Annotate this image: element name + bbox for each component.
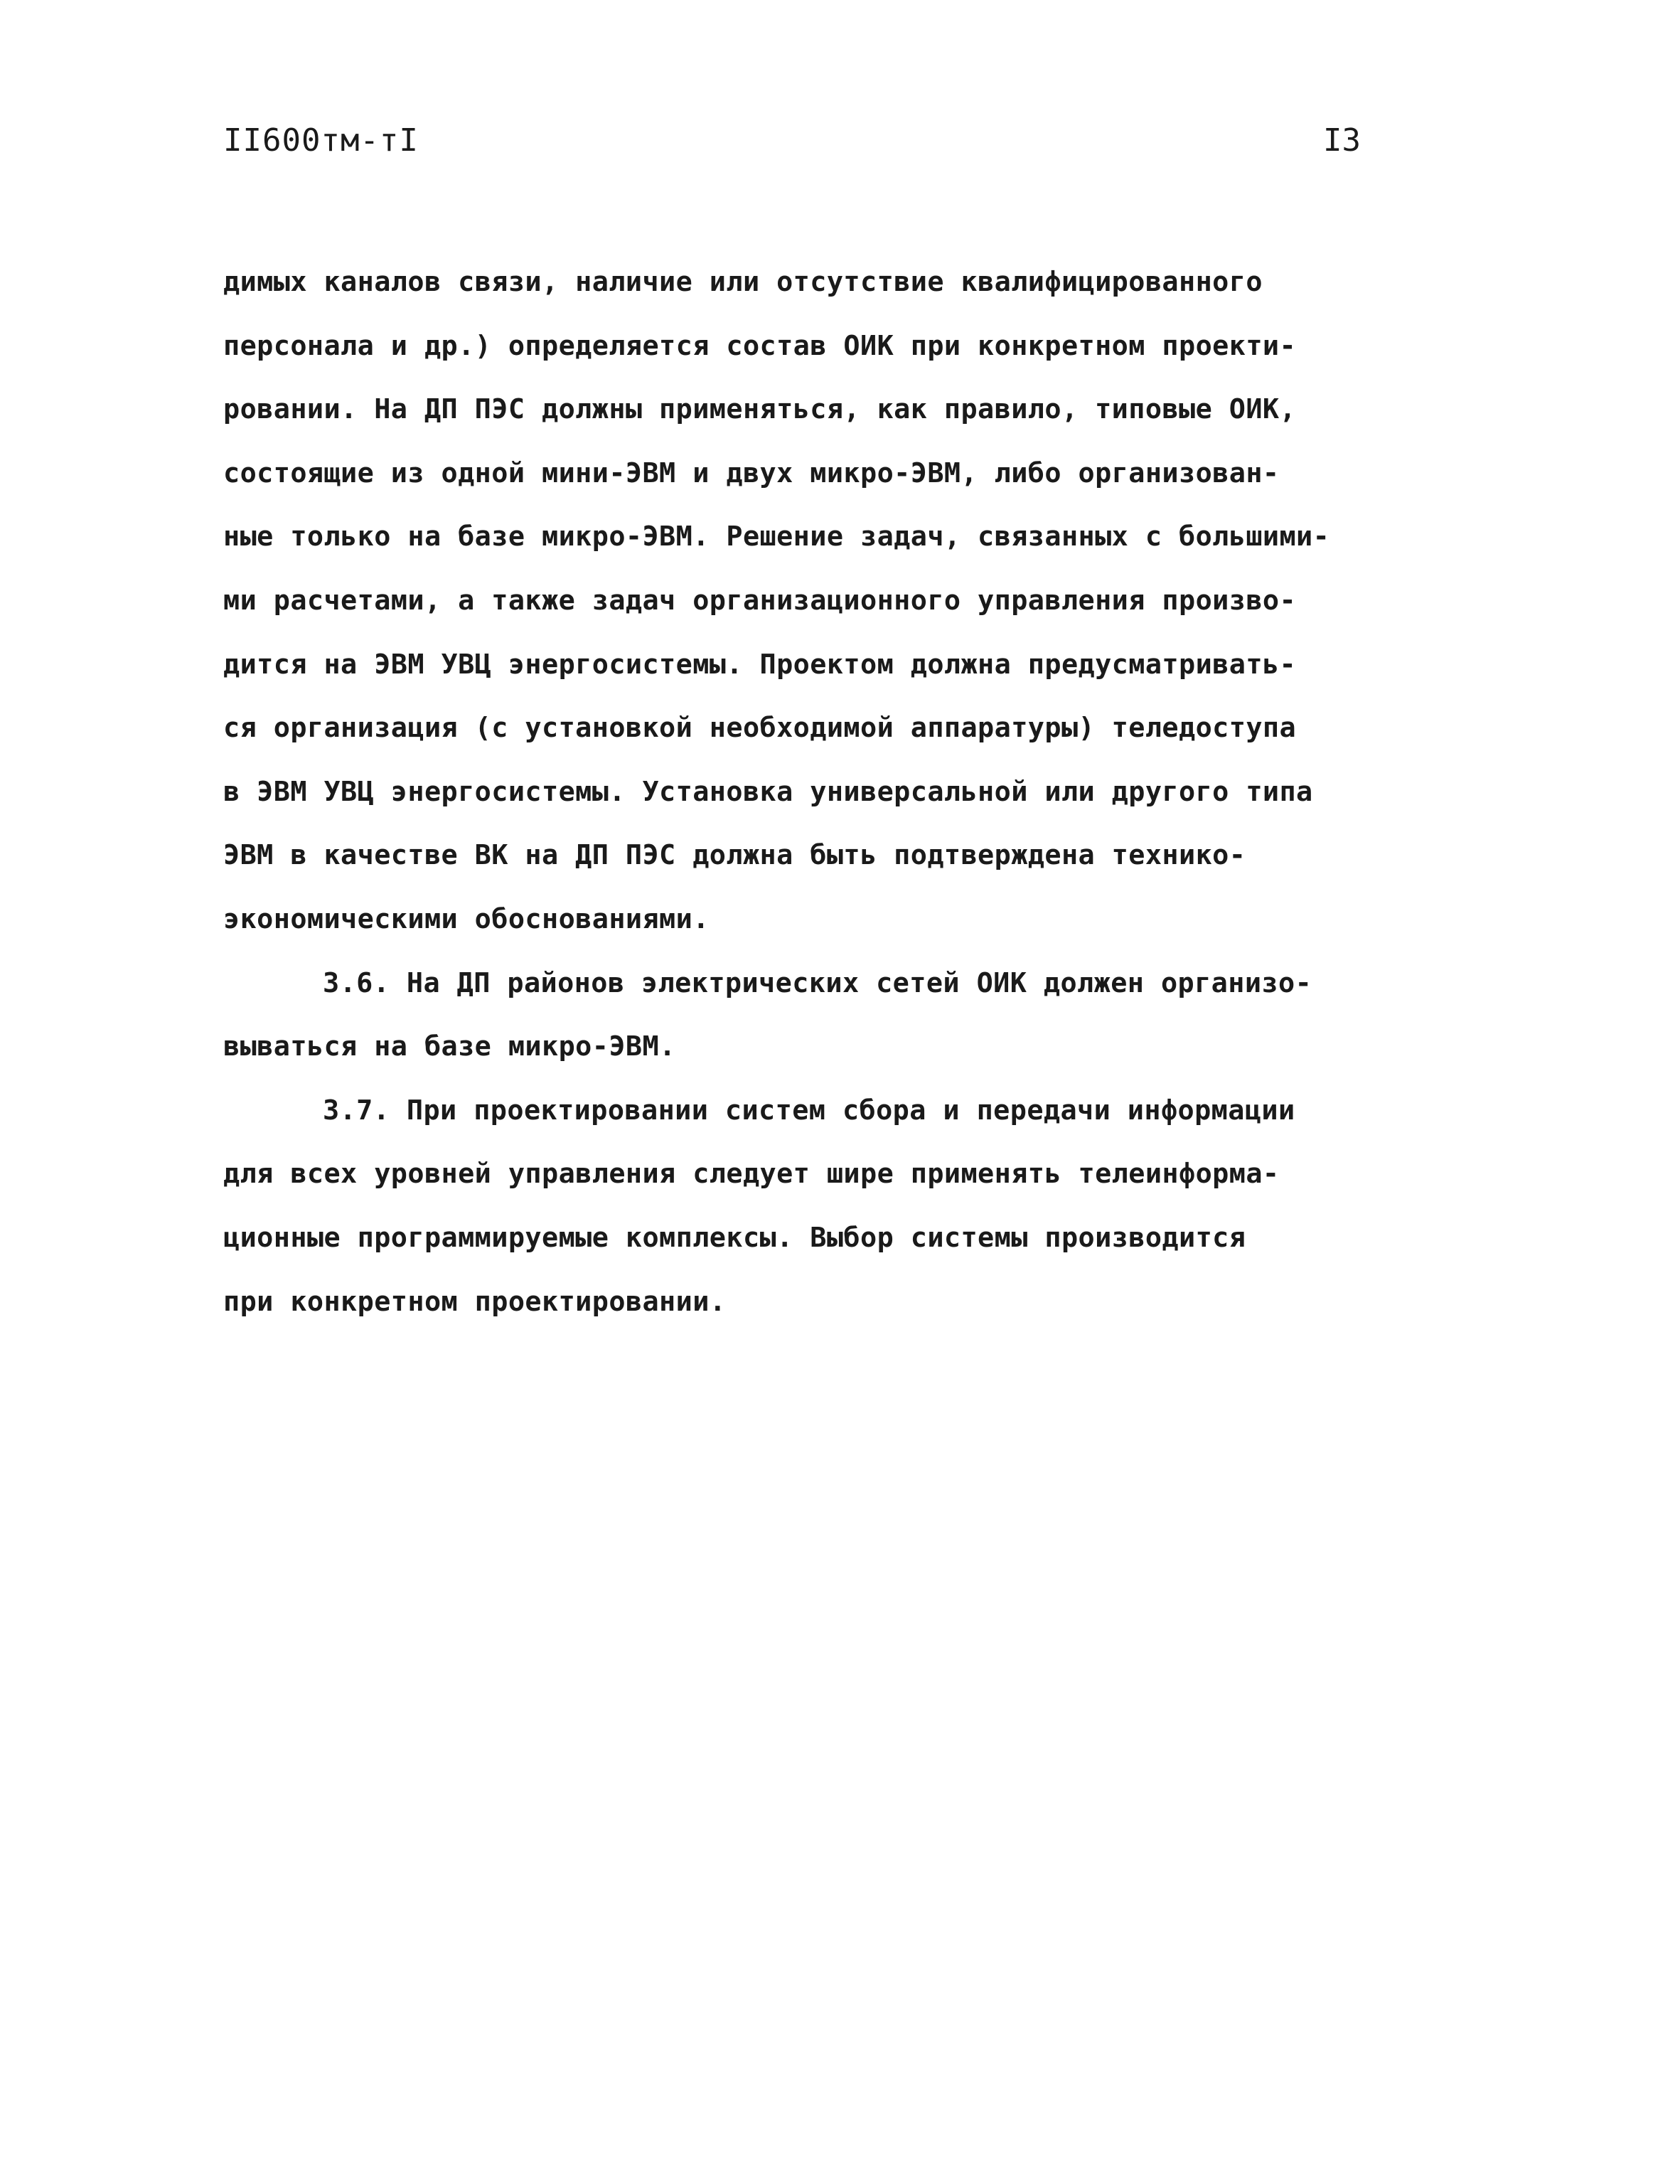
text-line: димых каналов связи, наличие или отсутствие квалифицированного [223,266,1263,298]
text-line: ционные программируемые комплексы. Выбор системы производится [223,1221,1246,1254]
text-line: при конкретном проектировании. [223,1285,727,1318]
body-text [223,250,1475,1333]
text-line: ровании. На ДП ПЭС должны применяться, как правило, типовые ОИК, [223,393,1297,426]
text-line: ся организация (с установкой необходимой аппаратуры) теледоступа [223,712,1297,745]
document-code: II600тм-тI [223,122,419,159]
text-line: для всех уровней управления следует шире применять телеинформа- [223,1158,1280,1190]
paragraph-3-6-first-line: 3.6. На ДП районов электрических сетей ОИК должен организо- [323,966,1312,999]
text-line: состоящие из одной мини-ЭВМ и двух микро-ЭВМ, либо организован- [223,457,1280,489]
text-line: ЭВМ в качестве ВК на ДП ПЭС должна быть подтверждена технико- [223,839,1246,872]
text-line: ми расчетами, а также задач организационного управления произво- [223,584,1297,617]
page-number: I3 [1323,122,1361,159]
text-line: вываться на базе микро-ЭВМ. [223,1030,676,1063]
text-line: дится на ЭВМ УВЦ энергосистемы. Проектом должна предусматривать- [223,648,1297,681]
text-line: в ЭВМ УВЦ энергосистемы. Установка универсальной или другого типа [223,775,1313,808]
paragraph-3-7-first-line: 3.7. При проектировании систем сбора и передачи информации [323,1094,1295,1126]
text-line: ные только на базе микро-ЭВМ. Решение задач, связанных с большими- [223,521,1330,553]
text-line: персонала и др.) определяется состав ОИК при конкретном проекти- [223,329,1297,362]
text-line: экономическими обоснованиями. [223,902,710,935]
page-header [223,122,1361,172]
